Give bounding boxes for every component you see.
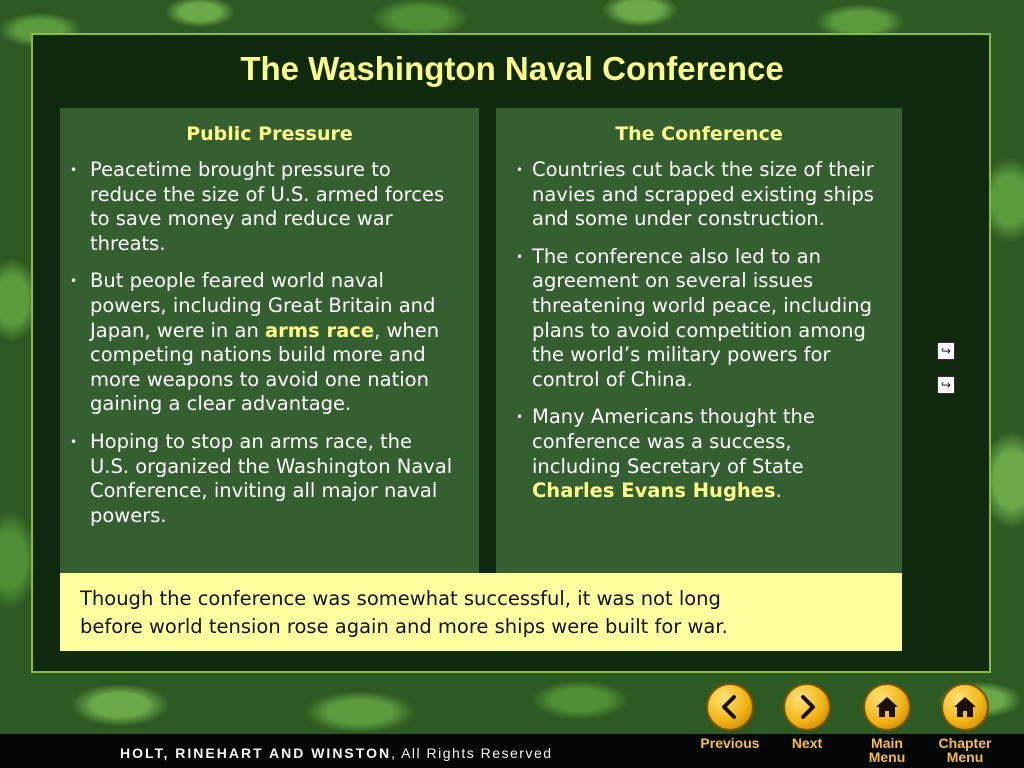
main-menu-label[interactable] [851,736,923,764]
bullet-list [516,158,876,517]
bullet-text: Countries cut back the size of their navies and scrapped existing ships and some under construction. [532,158,874,231]
panel-heading: The Conference [615,123,783,145]
key-person-charles-evans-hughes: Charles Evans Hughes [532,479,776,503]
label-line[interactable]: Main [871,735,903,751]
next-button[interactable] [771,683,843,750]
audio-link-icon[interactable]: ↪ [937,342,955,360]
summary-box [60,573,902,651]
previous-button[interactable] [694,683,766,750]
chevron-left-icon[interactable] [706,683,754,731]
label-line[interactable]: Menu [868,749,906,765]
main-menu-button[interactable] [851,683,923,764]
bullet-text: Hoping to stop an arms race, the U.S. organized the Washington Naval Conference, inviting all major naval powers. [90,429,453,527]
bullet-icon: • [70,274,78,289]
chevron-right-icon[interactable] [783,683,831,731]
slide-title: The Washington Naval Conference [240,50,784,87]
home-icon[interactable] [863,683,911,731]
copyright-text [120,745,553,761]
publisher-name: HOLT, RINEHART AND WINSTON [120,745,392,761]
bullet-icon: • [70,434,78,449]
panel-heading: Public Pressure [186,123,353,145]
bullet-list [70,158,455,541]
audio-link-icon[interactable]: ↪ [937,376,955,394]
bullet-icon: • [516,163,524,177]
list-item [70,158,455,256]
chapter-menu-button[interactable] [929,683,1001,764]
public-pressure-panel [60,108,479,574]
previous-label[interactable]: Previous [700,735,760,751]
key-term-arms-race: arms race [265,318,375,342]
summary-line: Though the conference was somewhat successful, it was not long [80,587,721,610]
bullet-text: But people feared world naval powers, including Great Britain and Japan, were in an [90,269,436,342]
bullet-text: . [775,479,782,503]
the-conference-panel [496,108,902,574]
list-item [516,158,876,232]
bullet-icon: • [516,249,524,264]
list-item [70,430,455,528]
list-item [516,405,876,503]
bullet-icon: • [516,410,524,425]
label-line[interactable]: Chapter [938,735,992,751]
list-item [516,245,876,393]
list-item [70,269,455,417]
bullet-text: The conference also led to an agreement on several issues threatening world peace, including plans to avoid competition among the world’s military powers for control of China. [532,244,873,391]
bullet-text: , when competing nations build more and more weapons to avoid one nation gaining a clear advantage. [90,318,440,416]
rights-text: , All Rights Reserved [391,745,553,761]
bullet-text: Many Americans thought the conference was a success, including Secretary of State [532,405,815,478]
summary-line: before world tension rose again and more ships were built for war. [80,615,728,638]
chapter-menu-label[interactable] [929,736,1001,764]
label-line[interactable]: Menu [946,749,984,765]
next-label[interactable]: Next [791,735,823,751]
bullet-icon: • [70,163,78,177]
bullet-text: Peacetime brought pressure to reduce the size of U.S. armed forces to save money and reduce war threats. [90,158,445,255]
home-icon[interactable] [941,683,989,731]
